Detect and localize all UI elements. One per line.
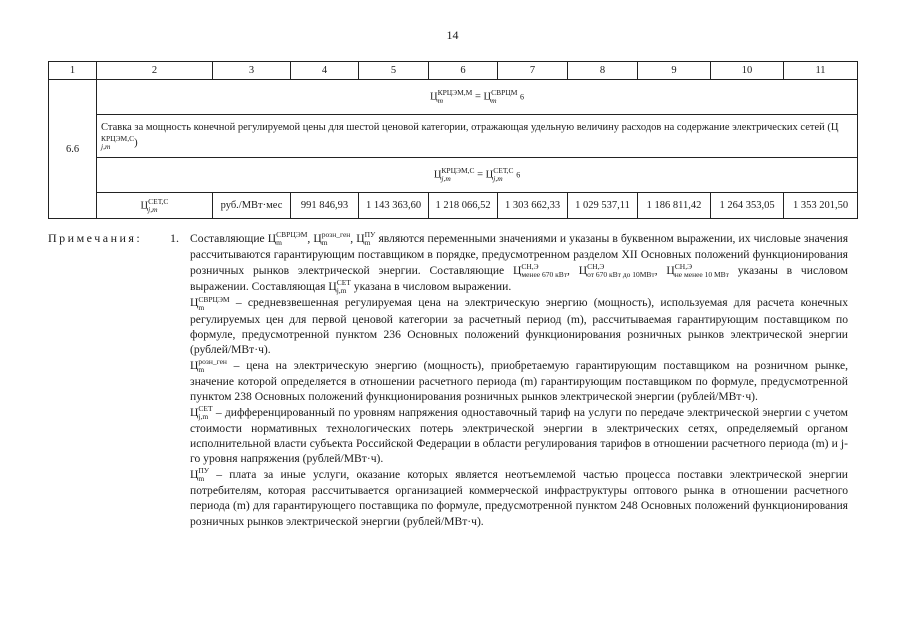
notes-label: Примечания: <box>48 231 143 245</box>
column-number: 10 <box>711 62 784 80</box>
value-cell: 1 303 662,33 <box>498 193 568 219</box>
column-number: 2 <box>97 62 213 80</box>
note-paragraph-2: Ц СВРЦЭМ m – средневзвешенная регулируемая цена на электрическую энергию (мощность), используемая для расчета конечных регулируемых цен для первой ценовой категории за расчетный период (m), рассчитываемая гарантирующим поставщиком по формуле, предусмотренной пунктом 236 Основных положений функционирования розничных рынков электрической энергии (рублей/МВт·ч). <box>190 294 848 357</box>
value-cell: 1 186 811,42 <box>638 193 711 219</box>
row-number: 6.6 <box>49 80 97 219</box>
note-paragraph-3: Ц розн_ген m – цена на электрическую энергию (мощность), приобретаемую гарантирующим поставщиком на розничном рынке, значение которой определяется в отношении расчетного периода (m) гарантирующим поставщиком по формуле, предусмотренной пунктом 238 Основных положений функционирования розничных рынков электрической энергии (рублей/МВт·ч). <box>190 356 848 404</box>
rate-description: Ставка за мощность конечной регулируемой цены для шестой ценовой категории, отражающая удельную величину расходов на содержание электрических сетей (Ц КРЦЭМ,С j,m ) <box>97 115 858 158</box>
column-number: 4 <box>291 62 359 80</box>
value-cell: 1 264 353,05 <box>711 193 784 219</box>
tariff-table <box>48 61 858 219</box>
value-cell: 1 143 363,60 <box>359 193 429 219</box>
column-number: 5 <box>359 62 429 80</box>
formula-top: Ц КРЦЭМ,М m = Ц СВРЦМ m 6 <box>97 80 858 115</box>
formula-mid: Ц КРЦЭМ,С j,m = Ц СЕТ,С j,m 6 <box>97 158 858 193</box>
column-number: 3 <box>213 62 291 80</box>
notes-body <box>190 231 848 529</box>
column-number: 6 <box>429 62 498 80</box>
data-row <box>49 193 858 219</box>
column-number: 8 <box>568 62 638 80</box>
column-number-row <box>49 62 858 80</box>
note-paragraph-5: Ц ПУ m – плата за иные услуги, оказание которых является неотъемлемой частью процесса поставки электрической энергии потребителям, которая рассчитывается организацией коммерческой инфраструктуры оптового рынка в отношении расчетного периода (m) для гарантирующего поставщика по формуле, предусмотренной пунктом 248 Основных положений функционирования розничных рынков электрической энергии (рублей/МВт·ч). <box>190 466 848 528</box>
column-number: 11 <box>784 62 858 80</box>
note-paragraph-1: Составляющие Ц СВРЦЭМ m , Ц розн_ген m , Ц ПУ m являются переменными значениями и указаны в буквенном выражении, их числовые значения рассчитываются гарантирующим поставщиком в порядке, предусмотренном разделом XII Основных положений функционирования розничных рынков электрической энергии. Составляющие Ц СН,Э менее 670 кВт , Ц СН,Э от 670 кВт до 10МВт , Ц СН,Э не менее 10 МВт указаны в числовом выражении. Составляющая Ц СЕТ j,m указана в числовом выражении. <box>190 230 849 296</box>
notes-number: 1. <box>170 231 179 245</box>
column-number: 9 <box>638 62 711 80</box>
note-paragraph-4: Ц СЕТ j,m – дифференцированный по уровням напряжения одноставочный тариф на услуги по передаче электрической энергии с учетом стоимости нормативных технологических потерь электрической энергии в электрических сетях, определяемый органом исполнительной власти субъекта Российской Федерации в области регулирования тарифов в отношении расчетного периода (m) и j-го уровня напряжения (рублей/МВт·ч). <box>190 403 848 466</box>
column-number: 7 <box>498 62 568 80</box>
symbol-cell: Ц СЕТ,С j,m <box>97 193 213 219</box>
column-number: 1 <box>49 62 97 80</box>
unit-cell: руб./МВт·мес <box>213 193 291 219</box>
value-cell: 1 353 201,50 <box>784 193 858 219</box>
page-number: 14 <box>446 28 459 42</box>
value-cell: 1 029 537,11 <box>568 193 638 219</box>
value-cell: 1 218 066,52 <box>429 193 498 219</box>
value-cell: 991 846,93 <box>291 193 359 219</box>
